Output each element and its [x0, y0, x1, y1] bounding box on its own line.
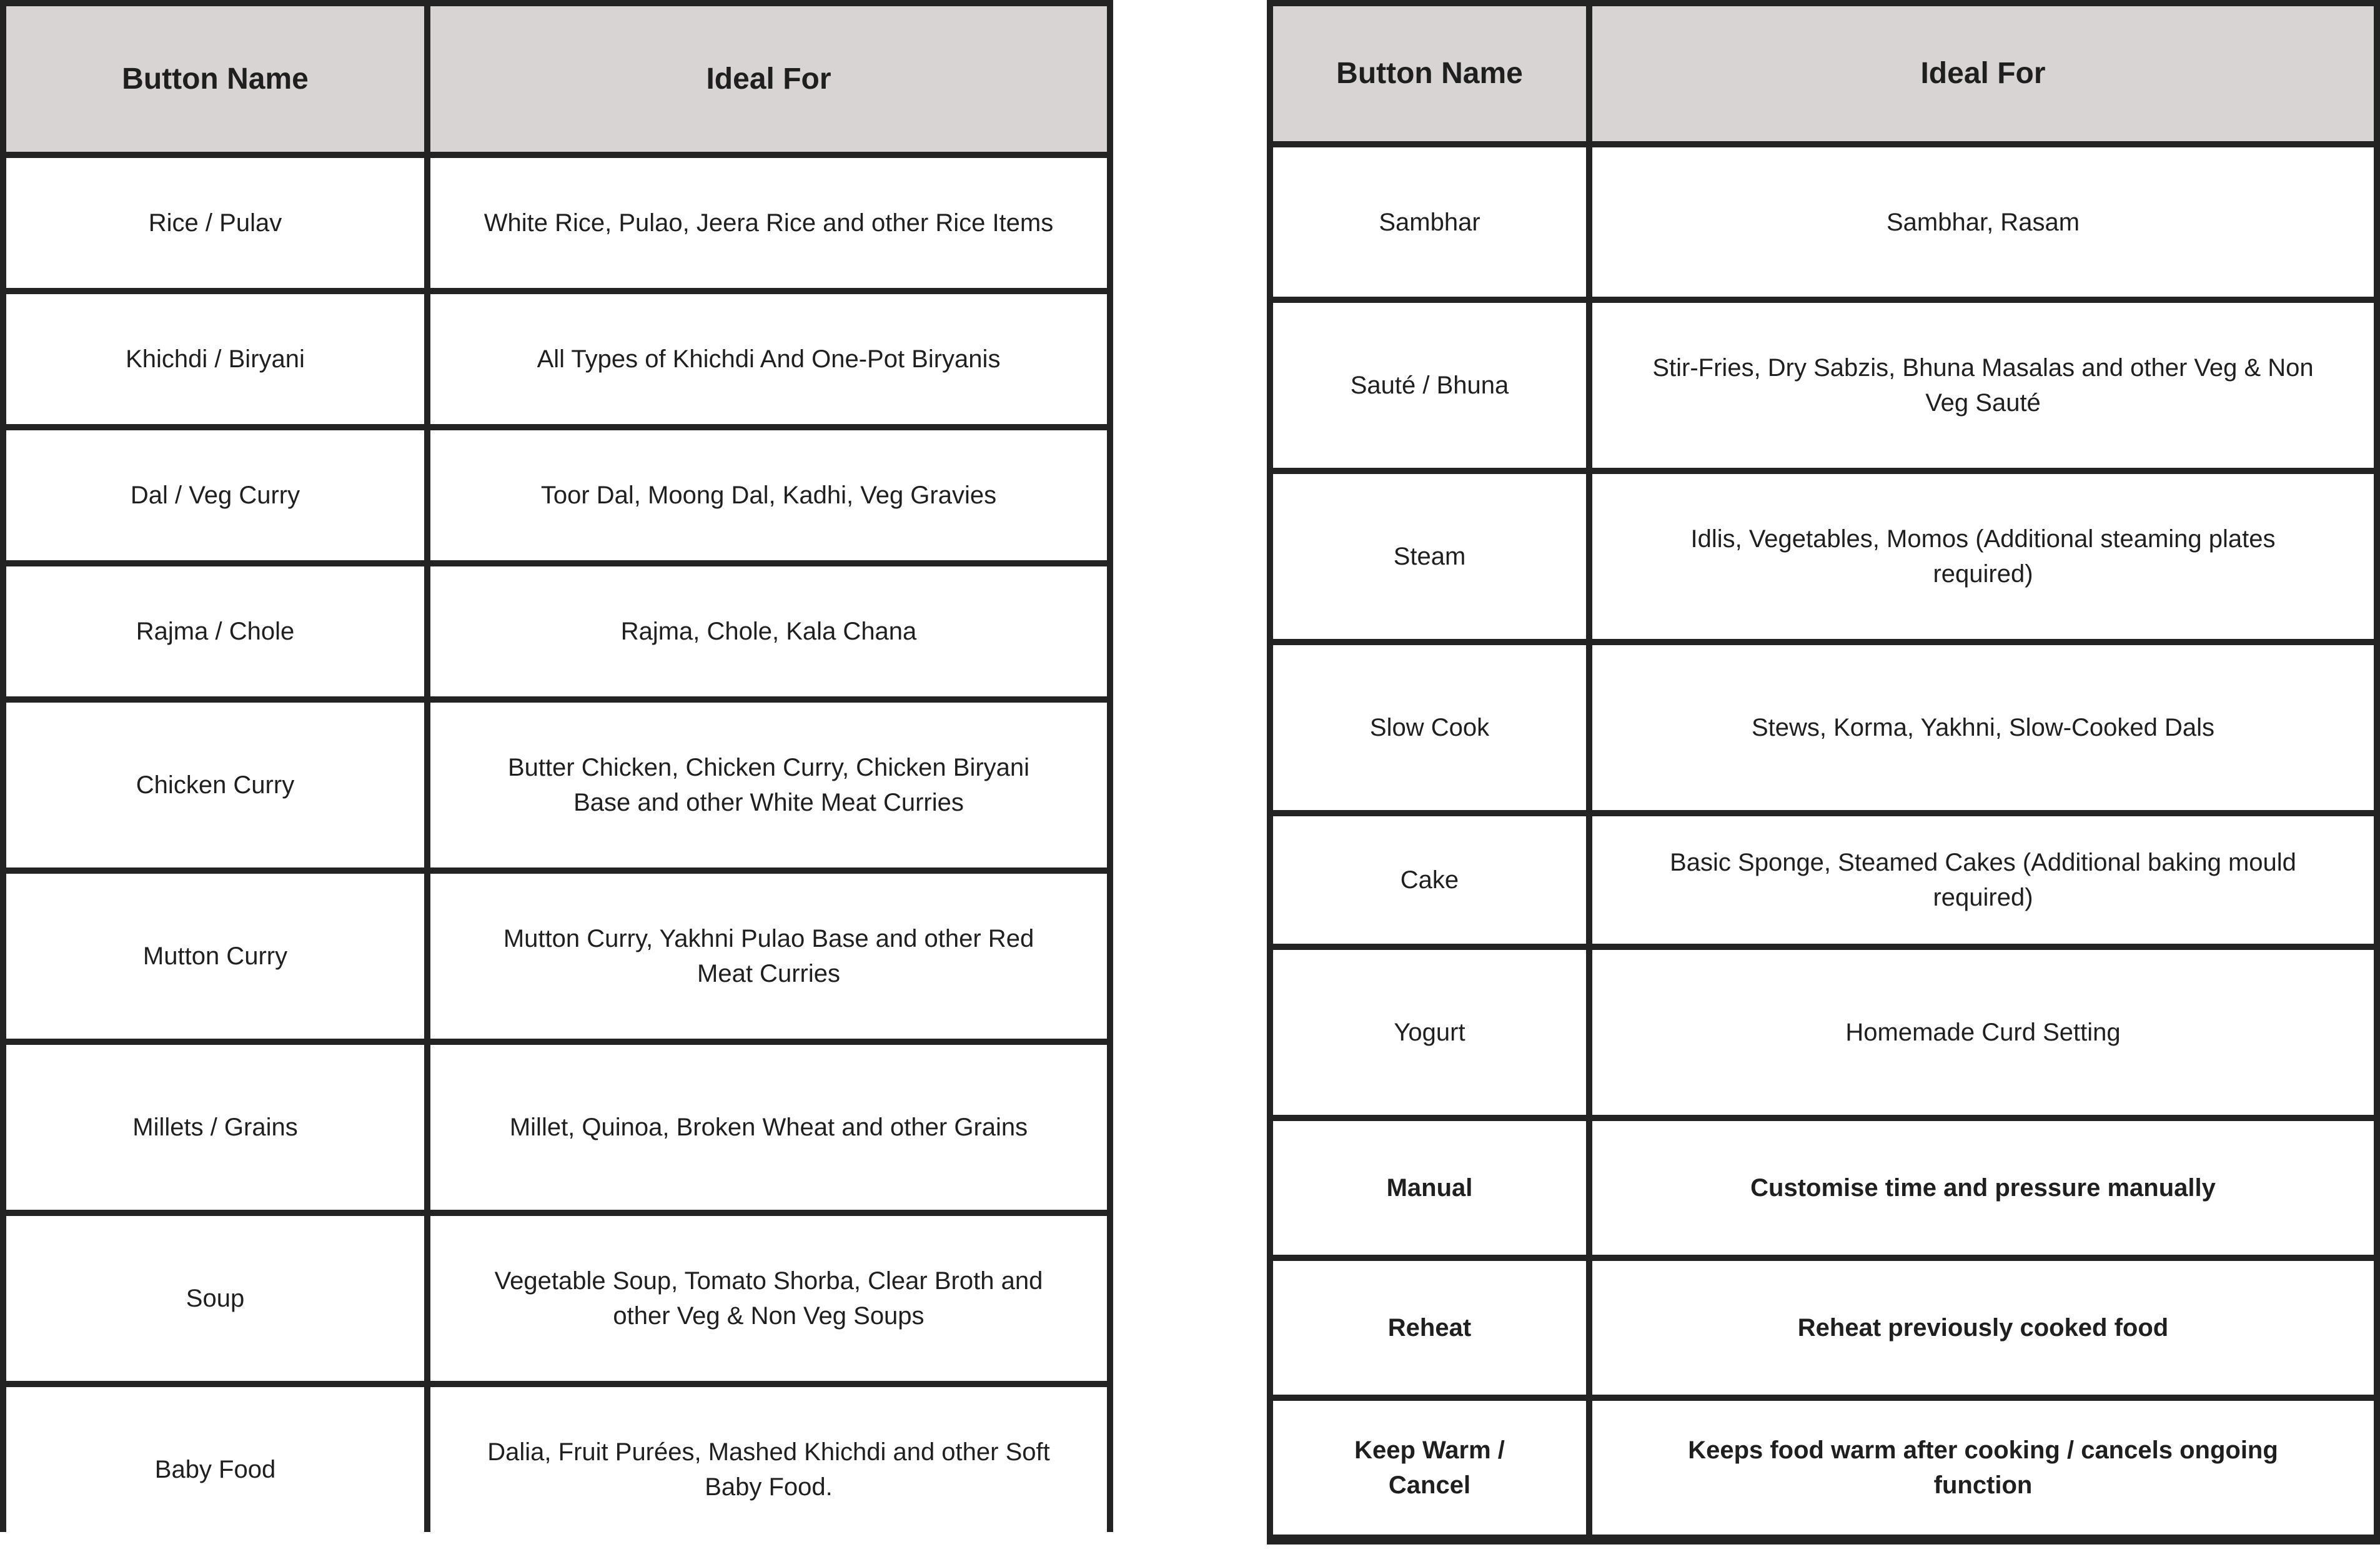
ideal-for-cell: Mutton Curry, Yakhni Pulao Base and other Red Meat Curries — [430, 874, 1107, 1039]
button-name-cell: Rice / Pulav — [6, 158, 424, 288]
header-button-name: Button Name — [6, 6, 424, 152]
button-name-cell: Baby Food — [6, 1387, 424, 1552]
button-name-cell: Sauté / Bhuna — [1273, 303, 1586, 468]
header-ideal-for: Ideal For — [1592, 6, 2374, 141]
ideal-for-cell: Toor Dal, Moong Dal, Kadhi, Veg Gravies — [430, 430, 1107, 560]
ideal-for-cell: Butter Chicken, Chicken Curry, Chicken Biryani Base and other White Meat Curries — [430, 703, 1107, 867]
button-name-cell: Millets / Grains — [6, 1045, 424, 1210]
ideal-for-cell: Keeps food warm after cooking / cancels ongoing function — [1592, 1401, 2374, 1535]
ideal-for-cell: Reheat previously cooked food — [1592, 1261, 2374, 1395]
button-name-cell: Soup — [6, 1216, 424, 1381]
ideal-for-cell: Sambhar, Rasam — [1592, 147, 2374, 297]
ideal-for-cell: White Rice, Pulao, Jeera Rice and other Rice Items — [430, 158, 1107, 288]
button-name-cell: Sambhar — [1273, 147, 1586, 297]
ideal-for-cell: Basic Sponge, Steamed Cakes (Additional baking mould required) — [1592, 816, 2374, 944]
button-name-cell: Rajma / Chole — [6, 566, 424, 696]
ideal-for-cell: Vegetable Soup, Tomato Shorba, Clear Broth and other Veg & Non Veg Soups — [430, 1216, 1107, 1381]
ideal-for-cell: Homemade Curd Setting — [1592, 950, 2374, 1115]
ideal-for-cell: Customise time and pressure manually — [1592, 1121, 2374, 1255]
ideal-for-cell: Dalia, Fruit Purées, Mashed Khichdi and other Soft Baby Food. — [430, 1387, 1107, 1552]
button-name-cell: Chicken Curry — [6, 703, 424, 867]
ideal-for-cell: Millet, Quinoa, Broken Wheat and other Grains — [430, 1045, 1107, 1210]
button-name-cell: Cake — [1273, 816, 1586, 944]
button-name-cell: Yogurt — [1273, 950, 1586, 1115]
button-name-cell: Khichdi / Biryani — [6, 294, 424, 424]
button-name-cell: Reheat — [1273, 1261, 1586, 1395]
button-name-cell: Dal / Veg Curry — [6, 430, 424, 560]
header-ideal-for: Ideal For — [430, 6, 1107, 152]
button-name-cell: Mutton Curry — [6, 874, 424, 1039]
ideal-for-cell: Stews, Korma, Yakhni, Slow-Cooked Dals — [1592, 645, 2374, 810]
ideal-for-cell: Idlis, Vegetables, Momos (Additional steaming plates required) — [1592, 474, 2374, 639]
button-name-cell: Slow Cook — [1273, 645, 1586, 810]
right-button-table — [1267, 0, 2380, 1545]
ideal-for-cell: Stir-Fries, Dry Sabzis, Bhuna Masalas and other Veg & Non Veg Sauté — [1592, 303, 2374, 468]
button-name-cell: Keep Warm / Cancel — [1273, 1401, 1586, 1535]
ideal-for-cell: Rajma, Chole, Kala Chana — [430, 566, 1107, 696]
ideal-for-cell: All Types of Khichdi And One-Pot Biryanis — [430, 294, 1107, 424]
header-button-name: Button Name — [1273, 6, 1586, 141]
left-button-table — [0, 0, 1113, 1532]
button-name-cell: Manual — [1273, 1121, 1586, 1255]
button-name-cell: Steam — [1273, 474, 1586, 639]
